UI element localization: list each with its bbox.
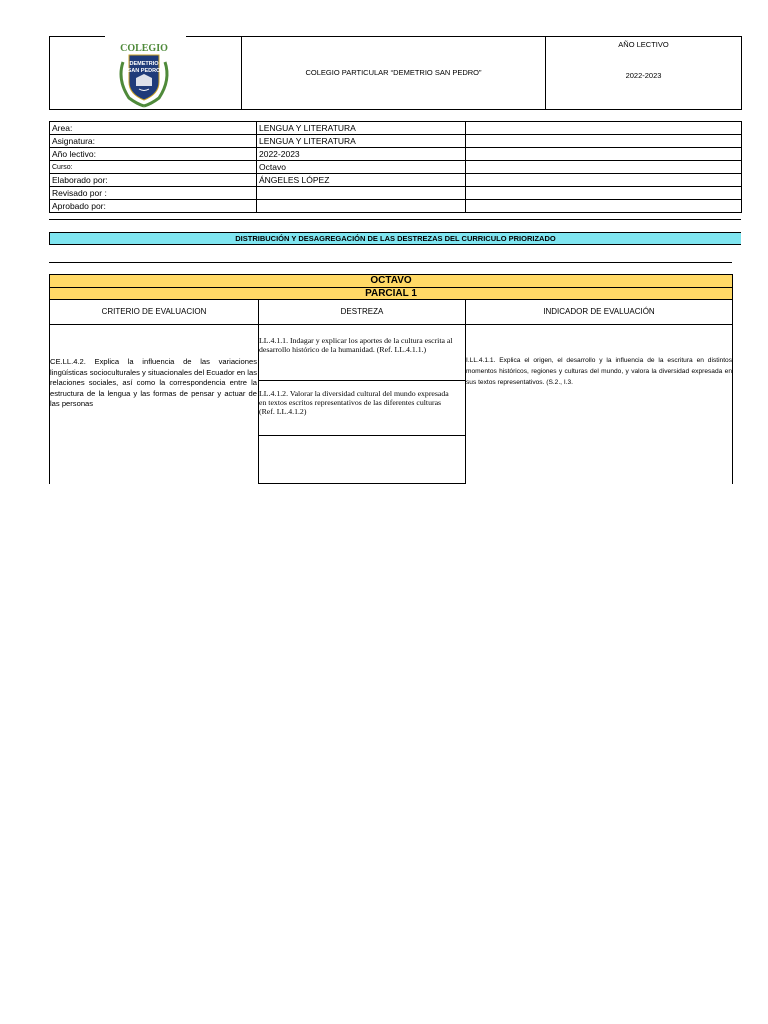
school-name-cell xyxy=(241,36,546,110)
info-label: Asignatura: xyxy=(50,135,257,148)
skill-cell-1 xyxy=(258,324,466,381)
info-extra xyxy=(466,135,742,148)
info-label: Revisado por : xyxy=(50,187,257,200)
school-name: COLEGIO PARTICULAR “DEMETRIO SAN PEDRO” xyxy=(305,68,482,77)
info-extra xyxy=(466,174,742,187)
info-value: Octavo xyxy=(257,161,466,174)
distribution-title: DISTRIBUCIÓN Y DESAGREGACIÓN DE LAS DESTREZAS DEL CURRICULO PRIORIZADO xyxy=(235,233,556,243)
header-top-border-left xyxy=(49,36,105,37)
info-extra xyxy=(466,200,742,213)
info-value xyxy=(257,200,466,213)
grade-title-band xyxy=(49,274,733,288)
column-header-skill xyxy=(258,299,466,325)
school-crest-icon xyxy=(115,40,173,110)
info-value: 2022-2023 xyxy=(257,148,466,161)
skill-cell-2 xyxy=(258,380,466,436)
info-extra xyxy=(466,122,742,135)
column-header-skill-label: DESTREZA xyxy=(340,307,384,316)
info-value: LENGUA Y LITERATURA xyxy=(257,135,466,148)
indicator-column xyxy=(465,324,733,484)
column-header-indicator-label: INDICADOR DE EVALUACIÓN xyxy=(543,307,655,316)
year-value: 2022-2023 xyxy=(625,71,662,80)
skill-cell-3 xyxy=(258,435,466,484)
logo-text-top: COLEGIO xyxy=(120,43,168,54)
criterion-text: CE.LL.4.2. Explica la influencia de las variaciones lingüísticas socioculturales y situacionales del Ecuador en las relaciones sociales, así como la correspondencia entre la estructura de la lengua y las formas de pensar y actuar de las personas xyxy=(50,357,257,408)
info-label: Area: xyxy=(50,122,257,135)
header-top-border-right xyxy=(186,36,242,37)
indicator-text: I.LL.4.1.1. Explica el origen, el desarrollo y la influencia de la escritura en distintos momentos históricos, regiones y culturas del mundo, y valora la diversidad expresada en sus textos representativos. (S.2., I.3. xyxy=(466,357,732,386)
school-logo xyxy=(115,40,173,110)
skill-text-1: LL.4.1.1. Indagar y explicar los aportes de la cultura escrita al desarrollo histórico de la humanidad. (Ref. LL.4.1.1.) xyxy=(259,336,453,354)
logo-text-line2: SAN PEDRO xyxy=(127,68,161,74)
info-row xyxy=(50,200,742,213)
separator-line-2 xyxy=(49,262,732,263)
info-label: Año lectivo: xyxy=(50,148,257,161)
year-cell xyxy=(545,36,742,110)
course-info-table xyxy=(49,121,742,213)
grade-title: OCTAVO xyxy=(370,275,412,286)
info-row xyxy=(50,135,742,148)
partial-title: PARCIAL 1 xyxy=(365,287,417,299)
info-label: Elaborado por: xyxy=(50,174,257,187)
info-value: LENGUA Y LITERATURA xyxy=(257,122,466,135)
separator-line-1 xyxy=(49,219,741,220)
info-extra xyxy=(466,148,742,161)
info-value xyxy=(257,187,466,200)
info-value: ÁNGELES LÓPEZ xyxy=(257,174,466,187)
column-header-criterion-label: CRITERIO DE EVALUACION xyxy=(101,307,207,316)
info-label: Aprobado por: xyxy=(50,200,257,213)
skill-text-2: LL.4.1.2. Valorar la diversidad cultural del mundo expresada en textos escritos representativos de las diferentes culturas (Ref. LL.4.1.2) xyxy=(259,389,449,416)
info-row xyxy=(50,187,742,200)
column-header-criterion xyxy=(49,299,259,325)
column-header-indicator xyxy=(465,299,733,325)
logo-text-line1: DEMETRIO xyxy=(129,61,159,67)
info-label: Curso: xyxy=(50,161,257,174)
info-row xyxy=(50,148,742,161)
info-extra xyxy=(466,187,742,200)
info-extra xyxy=(466,161,742,174)
info-row xyxy=(50,122,742,135)
info-row xyxy=(50,174,742,187)
year-label: AÑO LECTIVO xyxy=(618,40,669,49)
info-row xyxy=(50,161,742,174)
distribution-title-band xyxy=(49,232,741,245)
